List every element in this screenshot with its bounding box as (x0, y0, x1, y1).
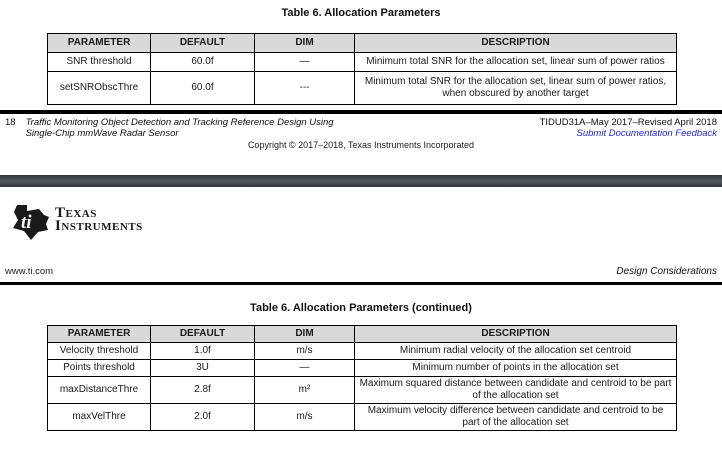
table-cell: m/s (255, 404, 355, 431)
table-cell: Minimum total SNR for the allocation set, linear sum of power ratios, when obscured by another target (355, 72, 677, 105)
table-row (48, 404, 677, 431)
document-title (26, 117, 334, 139)
table-header-row (48, 34, 677, 53)
table-title-continued: Table 6. Allocation Parameters (continued) (250, 302, 472, 314)
col-header-parameter: PARAMETER (48, 34, 151, 53)
table-cell: Minimum total SNR for the allocation set, linear sum of power ratios (355, 53, 677, 72)
table-cell: Velocity threshold (48, 343, 151, 360)
table-cell: 2.8f (151, 377, 255, 404)
col-header-default: DEFAULT (151, 34, 255, 53)
table-header-row (48, 326, 677, 343)
table-cell: — (255, 360, 355, 377)
table-cell: SNR threshold (48, 53, 151, 72)
table-cell: 60.0f (151, 53, 255, 72)
allocation-parameters-table (47, 33, 677, 105)
col-header-default: DEFAULT (151, 326, 255, 343)
ti-wordmark-line2: Instruments (55, 218, 143, 234)
col-header-dim: DIM (255, 34, 355, 53)
table-title: Table 6. Allocation Parameters (281, 7, 441, 19)
section-title: Design Considerations (616, 266, 717, 277)
ti-logo (10, 203, 143, 241)
footer-rule (0, 110, 722, 114)
page-footer (5, 117, 717, 139)
table-cell: Minimum radial velocity of the allocation set centroid (355, 343, 677, 360)
document-title-line1: Traffic Monitoring Object Detection and Tracking Reference Design Using (25, 117, 334, 128)
table-cell: maxVelThre (48, 404, 151, 431)
svg-text:ti: ti (21, 212, 32, 233)
table-cell: m/s (255, 343, 355, 360)
document-id: TIDUD31A–May 2017–Revised April 2018 (539, 117, 717, 128)
table-cell: --- (255, 72, 355, 105)
col-header-description: DESCRIPTION (355, 34, 677, 53)
table-row (48, 343, 677, 360)
table-cell: Maximum squared distance between candidate and centroid to be part of the allocation set (355, 377, 677, 404)
table-cell: 1.0f (151, 343, 255, 360)
page-number: 18 (5, 117, 16, 128)
page-header-row (5, 266, 717, 277)
ti-wordmark (55, 207, 143, 233)
col-header-description: DESCRIPTION (355, 326, 677, 343)
table-cell: m² (255, 377, 355, 404)
table-cell: Minimum number of points in the allocation set (355, 360, 677, 377)
table-cell: setSNRObscThre (48, 72, 151, 105)
table-cell: — (255, 53, 355, 72)
header-rule (0, 282, 722, 285)
table-cell: Points threshold (48, 360, 151, 377)
table-row (48, 360, 677, 377)
submit-feedback-link[interactable]: Submit Documentation Feedback (576, 128, 717, 139)
page-separator (0, 175, 722, 187)
table-row (48, 53, 677, 72)
col-header-parameter: PARAMETER (48, 326, 151, 343)
ti-website-link[interactable]: www.ti.com (5, 266, 54, 277)
table-cell: maxDistanceThre (48, 377, 151, 404)
table-row (48, 377, 677, 404)
document-title-line2: Single-Chip mmWave Radar Sensor (25, 128, 179, 139)
ti-wordmark-line1: Texas (55, 205, 97, 221)
allocation-parameters-table-continued (47, 325, 677, 431)
table-cell: 2.0f (151, 404, 255, 431)
table-row (48, 72, 677, 105)
table-cell: Maximum velocity difference between candidate and centroid to be part of the allocation set (355, 404, 677, 431)
ti-logo-icon (10, 203, 50, 241)
table-cell: 60.0f (151, 72, 255, 105)
col-header-dim: DIM (255, 326, 355, 343)
table-cell: 3U (151, 360, 255, 377)
copyright-notice: Copyright © 2017–2018, Texas Instruments Incorporated (247, 140, 475, 150)
